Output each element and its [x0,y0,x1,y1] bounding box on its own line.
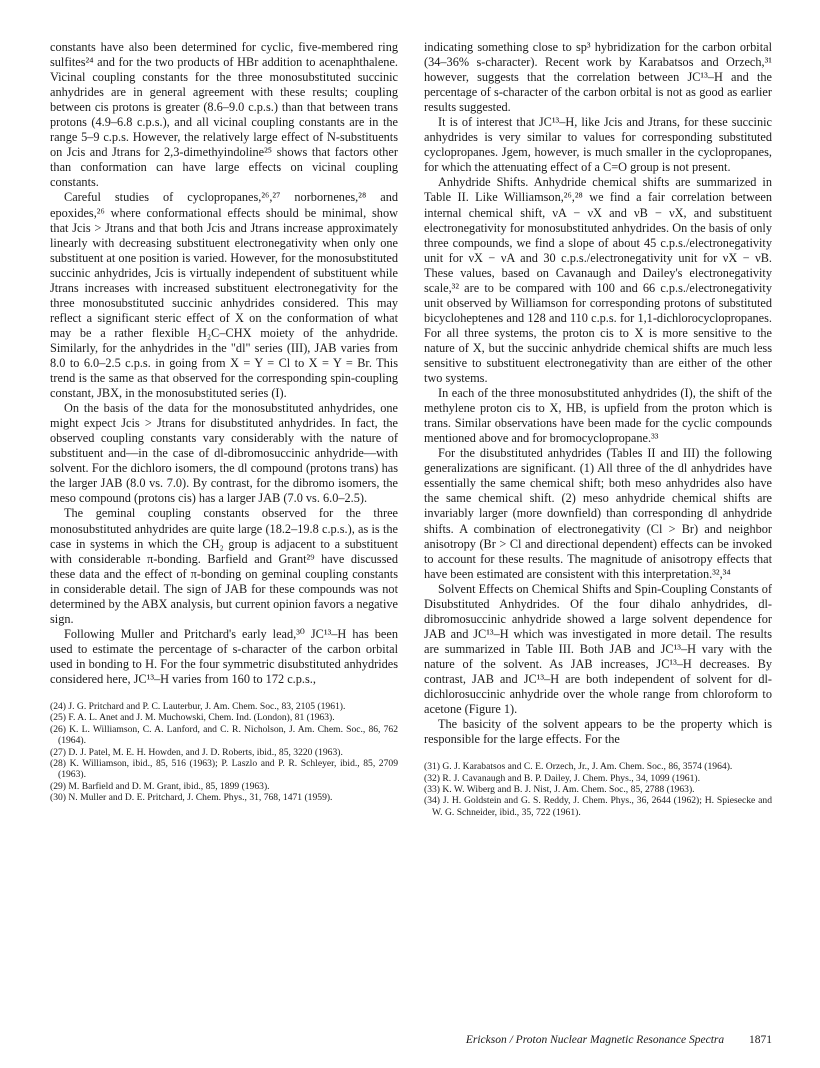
body-paragraph: Anhydride Shifts. Anhydride chemical shifts are summarized in Table II. Like Williamson,²⁶,²⁸ we find a fair correlation between internal chemical shift, νA − νX and νB − νX, and substituent electronegativity for monosubstituted anhydrides. On the basis of only three compounds, we find a slope of about 45 c.p.s./electronegativity unit for νX − νA and 30 c.p.s./electronegativity unit for νX − νB. These values, based on Cavanaugh and Dailey's electronegativity scale,³² are to be compared with 100 and 66 c.p.s./electronegativity unit observed by Williamson for corresponding protons of substituted bicycloheptenes and 128 and 110 c.p.s. for 1,1-dichlorocyclopropanes. For all three systems, the proton cis to X is more sensitive to the nature of X, but the succinic anhydride chemical shifts are much less sensitive to substituent electronegativity than are either of the other two systems. [424,175,772,386]
body-paragraph: In each of the three monosubstituted anhydrides (I), the shift of the methylene proton cis to X, HB, is upfield from the proton which is trans. Similar observations have been made for the cyclic compounds mentioned above and for bromocyclopropane.³³ [424,386,772,446]
body-paragraph: The basicity of the solvent appears to be the property which is responsible for the large effects. For the [424,717,772,747]
page-number: 1871 [749,1034,772,1046]
footnotes [424,761,772,818]
footnote: (25) F. A. L. Anet and J. M. Muchowski, Chem. Ind. (London), 81 (1963). [50,712,335,724]
body-paragraph: constants have also been determined for cyclic, five-membered ring sulfites²⁴ and for the two products of HBr addition to acenaphthalene. Vicinal coupling constants for the three monosubstituted succinic anhydrides are in general agreement with these results; coupling between cis protons is greater (8.6–9.0 c.p.s.) than that between trans protons (4.9–6.8 c.p.s.), and all vicinal coupling constants are in the range 5–9 c.p.s. However, the relatively large effect of N-substituents on Jcis and Jtrans for 2,3-dimethyindoline²⁵ shows that factors other than conformation can have large effects on vicinal coupling constants. [50,40,398,190]
body-paragraph: indicating something close to sp³ hybridization for the carbon orbital (34–36% s-character). Recent work by Karabatsos and Orzech,³¹ however, suggests that the correlation between JC¹³–H and the percentage of s-character of the carbon orbital is not as good as earlier results suggested. [424,40,772,115]
footnote: (34) J. H. Goldstein and G. S. Reddy, J. Chem. Phys., 36, 2644 (1962); H. Spiesecke and W. G. Schneider, ibid., 35, 722 (1961). [424,795,772,818]
page-footer [424,1034,772,1046]
body-paragraph: It is of interest that JC¹³–H, like Jcis and Jtrans, for these succinic anhydrides is very similar to values for corresponding substituted cyclopropanes. Jgem, however, is much smaller in the cyclopropanes, for which the attenuating effect of a C=O group is not present. [424,115,772,175]
footnote: (27) D. J. Patel, M. E. H. Howden, and J. D. Roberts, ibid., 85, 3220 (1963). [50,746,343,758]
body-paragraph: On the basis of the data for the monosubstituted anhydrides, one might expect Jcis > Jtrans for disubstituted anhydrides. In fact, the observed coupling constants vary considerably with the nature of substituent and—in the case of dl-dibromosuccinic anhydride—with solvent. For the dichloro isomers, the dl compound (protons trans) has the larger JAB (8.0 vs. 7.0). By contrast, for the dibromo isomers, the meso compound (protons cis) has a larger JAB (7.0 vs. 6.0–2.5). [50,401,398,506]
body-paragraph: Careful studies of cyclopropanes,²⁶,²⁷ norbornenes,²⁸ and epoxides,²⁶ where conformational effects should be minimal, show that Jcis > Jtrans and that both Jcis and Jtrans increase approximately linearly with decreasing substituent electronegativity when only one substituent at one position is varied. However, for the monosubstituted succinic anhydrides, Jcis is virtually independent of substituent while Jtrans increases with increased substituent electronegativity for the three monosubstituted succinic anhydrides considered. This may reflect a significant steric effect of X on the conformation of what may be a rather flexible H₂C–CHX moiety of the anhydride. Similarly, for the anhydrides in the "dl" series (III), JAB varies from 8.0 to 6.0–2.5 c.p.s. in going from X = Y = Cl to X = Y = Br. This trend is the same as that observed for the corresponding spin-coupling constant, JBX, in the monosubstituted series (I). [50,190,398,401]
footnote: (33) K. W. Wiberg and B. J. Nist, J. Am. Chem. Soc., 85, 2788 (1963). [424,784,695,796]
footnote: (30) N. Muller and D. E. Pritchard, J. Chem. Phys., 31, 768, 1471 (1959). [50,792,333,804]
footnote: (28) K. Williamson, ibid., 85, 516 (1963); P. Laszlo and P. R. Schleyer, ibid., 85, 2709 (1963). [50,758,398,781]
footnotes [50,701,398,804]
footnote: (24) J. G. Pritchard and P. C. Lauterbur, J. Am. Chem. Soc., 83, 2105 (1961). [50,701,346,713]
footnote: (26) K. L. Williamson, C. A. Lanford, and C. R. Nicholson, J. Am. Chem. Soc., 86, 762 (1964). [50,723,398,747]
footnote: (29) M. Barfield and D. M. Grant, ibid., 85, 1899 (1963). [50,780,270,792]
left-column [50,40,398,804]
body-paragraph: Solvent Effects on Chemical Shifts and Spin-Coupling Constants of Disubstituted Anhydrides. Of the four dihalo anhydrides, dl-dibromosuccinic anhydride showed a large solvent dependence for JAB and JC¹³–H which was investigated in more detail. The results are summarized in Table III. Both JAB and JC¹³–H vary with the nature of the solvent. As JAB increases, JC¹³–H decreases. By contrast, JAB and JC¹³–H are both independent of solvent for dl-dichlorosuccinic anhydride over the whole range from chloroform to acetone (Figure 1). [424,581,772,717]
footnote: (31) G. J. Karabatsos and C. E. Orzech, Jr., J. Am. Chem. Soc., 86, 3574 (1964). [424,761,733,773]
body-paragraph: For the disubstituted anhydrides (Tables II and III) the following generalizations are significant. (1) All three of the dl anhydrides have essentially the same chemical shift; both meso anhydrides also have the same chemical shift. (2) meso anhydride chemical shifts are invariably larger (more downfield) than corresponding dl anhydride shifts. A combination of electronegativity (Cl > Br) and neighbor anisotropy (Br > Cl and directional dependent) effects can be invoked to account for these results. The magnitude of anisotropy effects that have been estimated are consistent with this interpretation.³²,³⁴ [424,446,772,581]
body-paragraph: Following Muller and Pritchard's early lead,³⁰ JC¹³–H has been used to estimate the percentage of s-character of the carbon orbital used in bonding to H. For the four symmetric disubstituted anhydrides considered here, JC¹³–H varies from 160 to 172 c.p.s., [50,626,398,686]
running-footer: Erickson / Proton Nuclear Magnetic Resonance Spectra [465,1034,725,1046]
footnote: (32) R. J. Cavanaugh and B. P. Dailey, J. Chem. Phys., 34, 1099 (1961). [424,772,700,784]
right-column [424,40,772,818]
body-paragraph: The geminal coupling constants observed for the three monosubstituted anhydrides are quite large (18.2–19.8 c.p.s.), as is the case in systems in which the CH₂ group is adjacent to a substituent with considerable π-bonding. Barfield and Grant²⁹ have discussed these data and the effect of π-bonding on geminal coupling constants in considerable detail. The sign of JAB for these compounds was not determined by the ABX analysis, but current opinion favors a negative sign. [50,506,398,626]
